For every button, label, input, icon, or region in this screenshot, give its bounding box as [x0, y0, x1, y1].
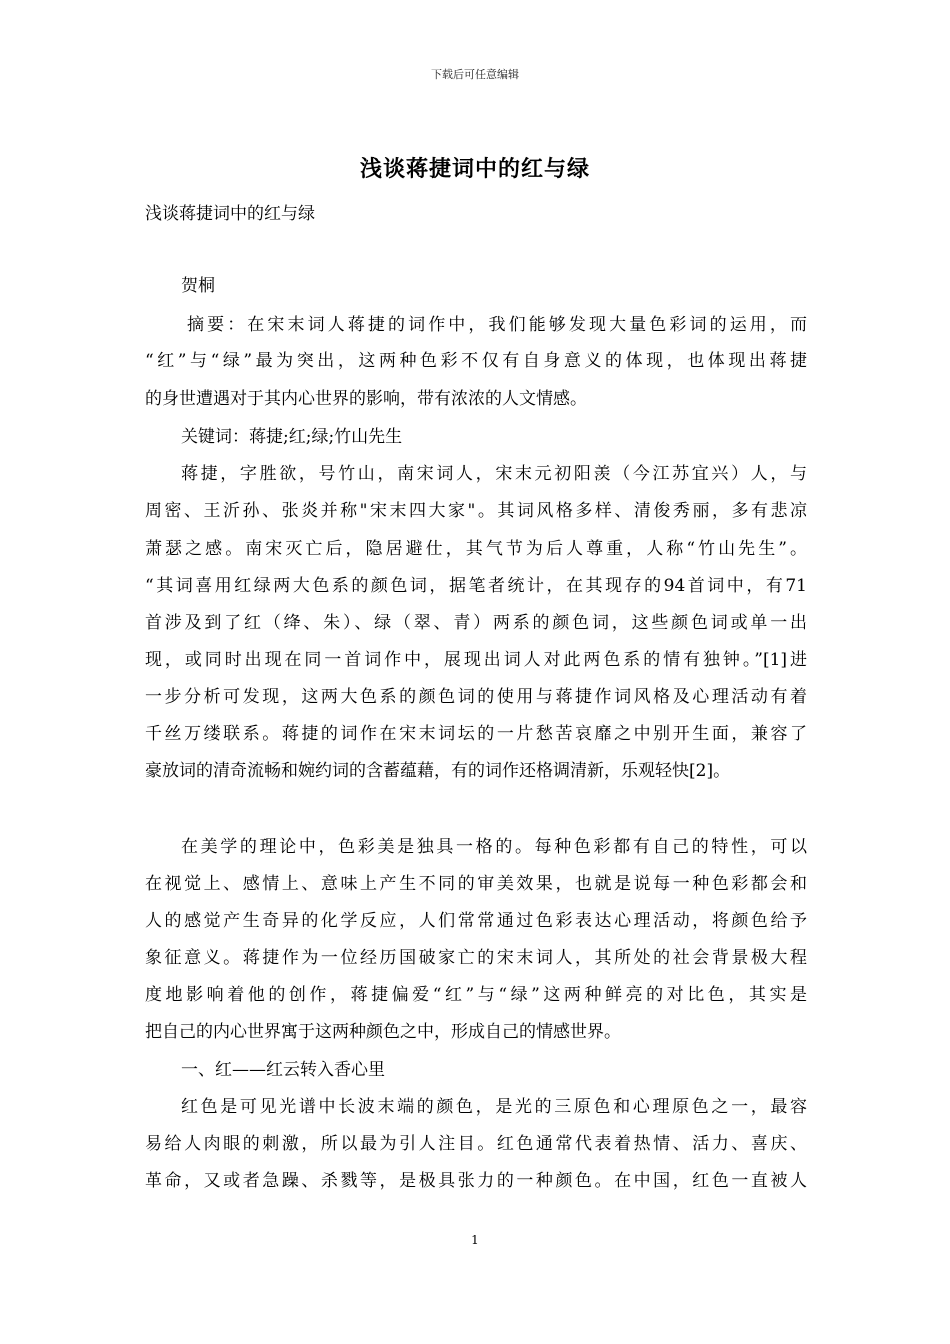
paragraph-line: 在视觉上、感情上、意味上产生不同的审美效果，也就是说每一种色彩都会和 — [145, 874, 807, 894]
paragraph-line: 象征意义。蒋捷作为一位经历国破家亡的宋末词人，其所处的社会背景极大程 — [145, 948, 807, 968]
paragraph-line: 在美学的理论中，色彩美是独具一格的。每种色彩都有自己的特性，可以 — [181, 837, 807, 857]
paragraph-line: 千丝万缕联系。蒋捷的词作在宋末词坛的一片愁苦哀靡之中别开生面，兼容了 — [145, 724, 807, 744]
paragraph-line: “其词喜用红绿两大色系的颜色词，据笔者统计，在其现存的94首词中，有71 — [145, 576, 807, 596]
page-number: 1 — [471, 1233, 479, 1247]
paragraph-line: 革命，又或者急躁、杀戮等，是极具张力的一种颜色。在中国，红色一直被人 — [145, 1171, 807, 1191]
abstract-line: 的身世遭遇对于其内心世界的影响，带有浓浓的人文情感。 — [145, 389, 587, 409]
paragraph-line: 易给人肉眼的刺激，所以最为引人注目。红色通常代表着热情、活力、喜庆、 — [145, 1134, 807, 1154]
subtitle-line: 浅谈蒋捷词中的红与绿 — [145, 204, 315, 224]
keywords-line: 关键词：蒋捷;红;绿;竹山先生 — [181, 427, 403, 447]
paragraph-line: 萧瑟之感。南宋灭亡后，隐居避仕，其气节为后人尊重，人称“竹山先生”。 — [145, 539, 807, 559]
abstract-line: “红”与“绿”最为突出，这两种色彩不仅有自身意义的体现，也体现出蒋捷 — [145, 351, 807, 371]
paragraph-line: 一步分析可发现，这两大色系的颜色词的使用与蒋捷作词风格及心理活动有着 — [145, 687, 807, 707]
abstract-line: 摘要：在宋末词人蒋捷的词作中，我们能够发现大量色彩词的运用，而 — [187, 315, 807, 335]
paragraph-line: 度地影响着他的创作，蒋捷偏爱“红”与“绿”这两种鲜亮的对比色，其实是 — [145, 985, 807, 1005]
paragraph-line: 周密、王沂孙、张炎并称"宋末四大家"。其词风格多样、清俊秀丽，多有悲凉 — [145, 501, 807, 521]
header-note: 下载后可任意编辑 — [431, 68, 519, 81]
document-title: 浅谈蒋捷词中的红与绿 — [359, 156, 590, 182]
paragraph-line: 豪放词的清奇流畅和婉约词的含蓄蕴藉，有的词作还格调清新，乐观轻快[2]。 — [145, 761, 731, 781]
paragraph-line: 首涉及到了红（绛、朱）、绿（翠、青）两系的颜色词，这些颜色词或单一出 — [145, 613, 807, 633]
section-heading: 一、红——红云转入香心里 — [181, 1060, 385, 1080]
paragraph-line: 红色是可见光谱中长波末端的颜色，是光的三原色和心理原色之一，最容 — [181, 1097, 807, 1117]
paragraph-line: 把自己的内心世界寓于这两种颜色之中，形成自己的情感世界。 — [145, 1022, 621, 1042]
author-line: 贺桐 — [181, 276, 215, 296]
paragraph-line: 人的感觉产生奇异的化学反应，人们常常通过色彩表达心理活动，将颜色给予 — [145, 911, 807, 931]
paragraph-line: 蒋捷，字胜欲，号竹山，南宋词人，宋末元初阳羡（今江苏宜兴）人，与 — [181, 464, 807, 484]
paragraph-line: 现，或同时出现在同一首词作中，展现出词人对此两色系的情有独钟。”[1]进 — [145, 650, 807, 670]
